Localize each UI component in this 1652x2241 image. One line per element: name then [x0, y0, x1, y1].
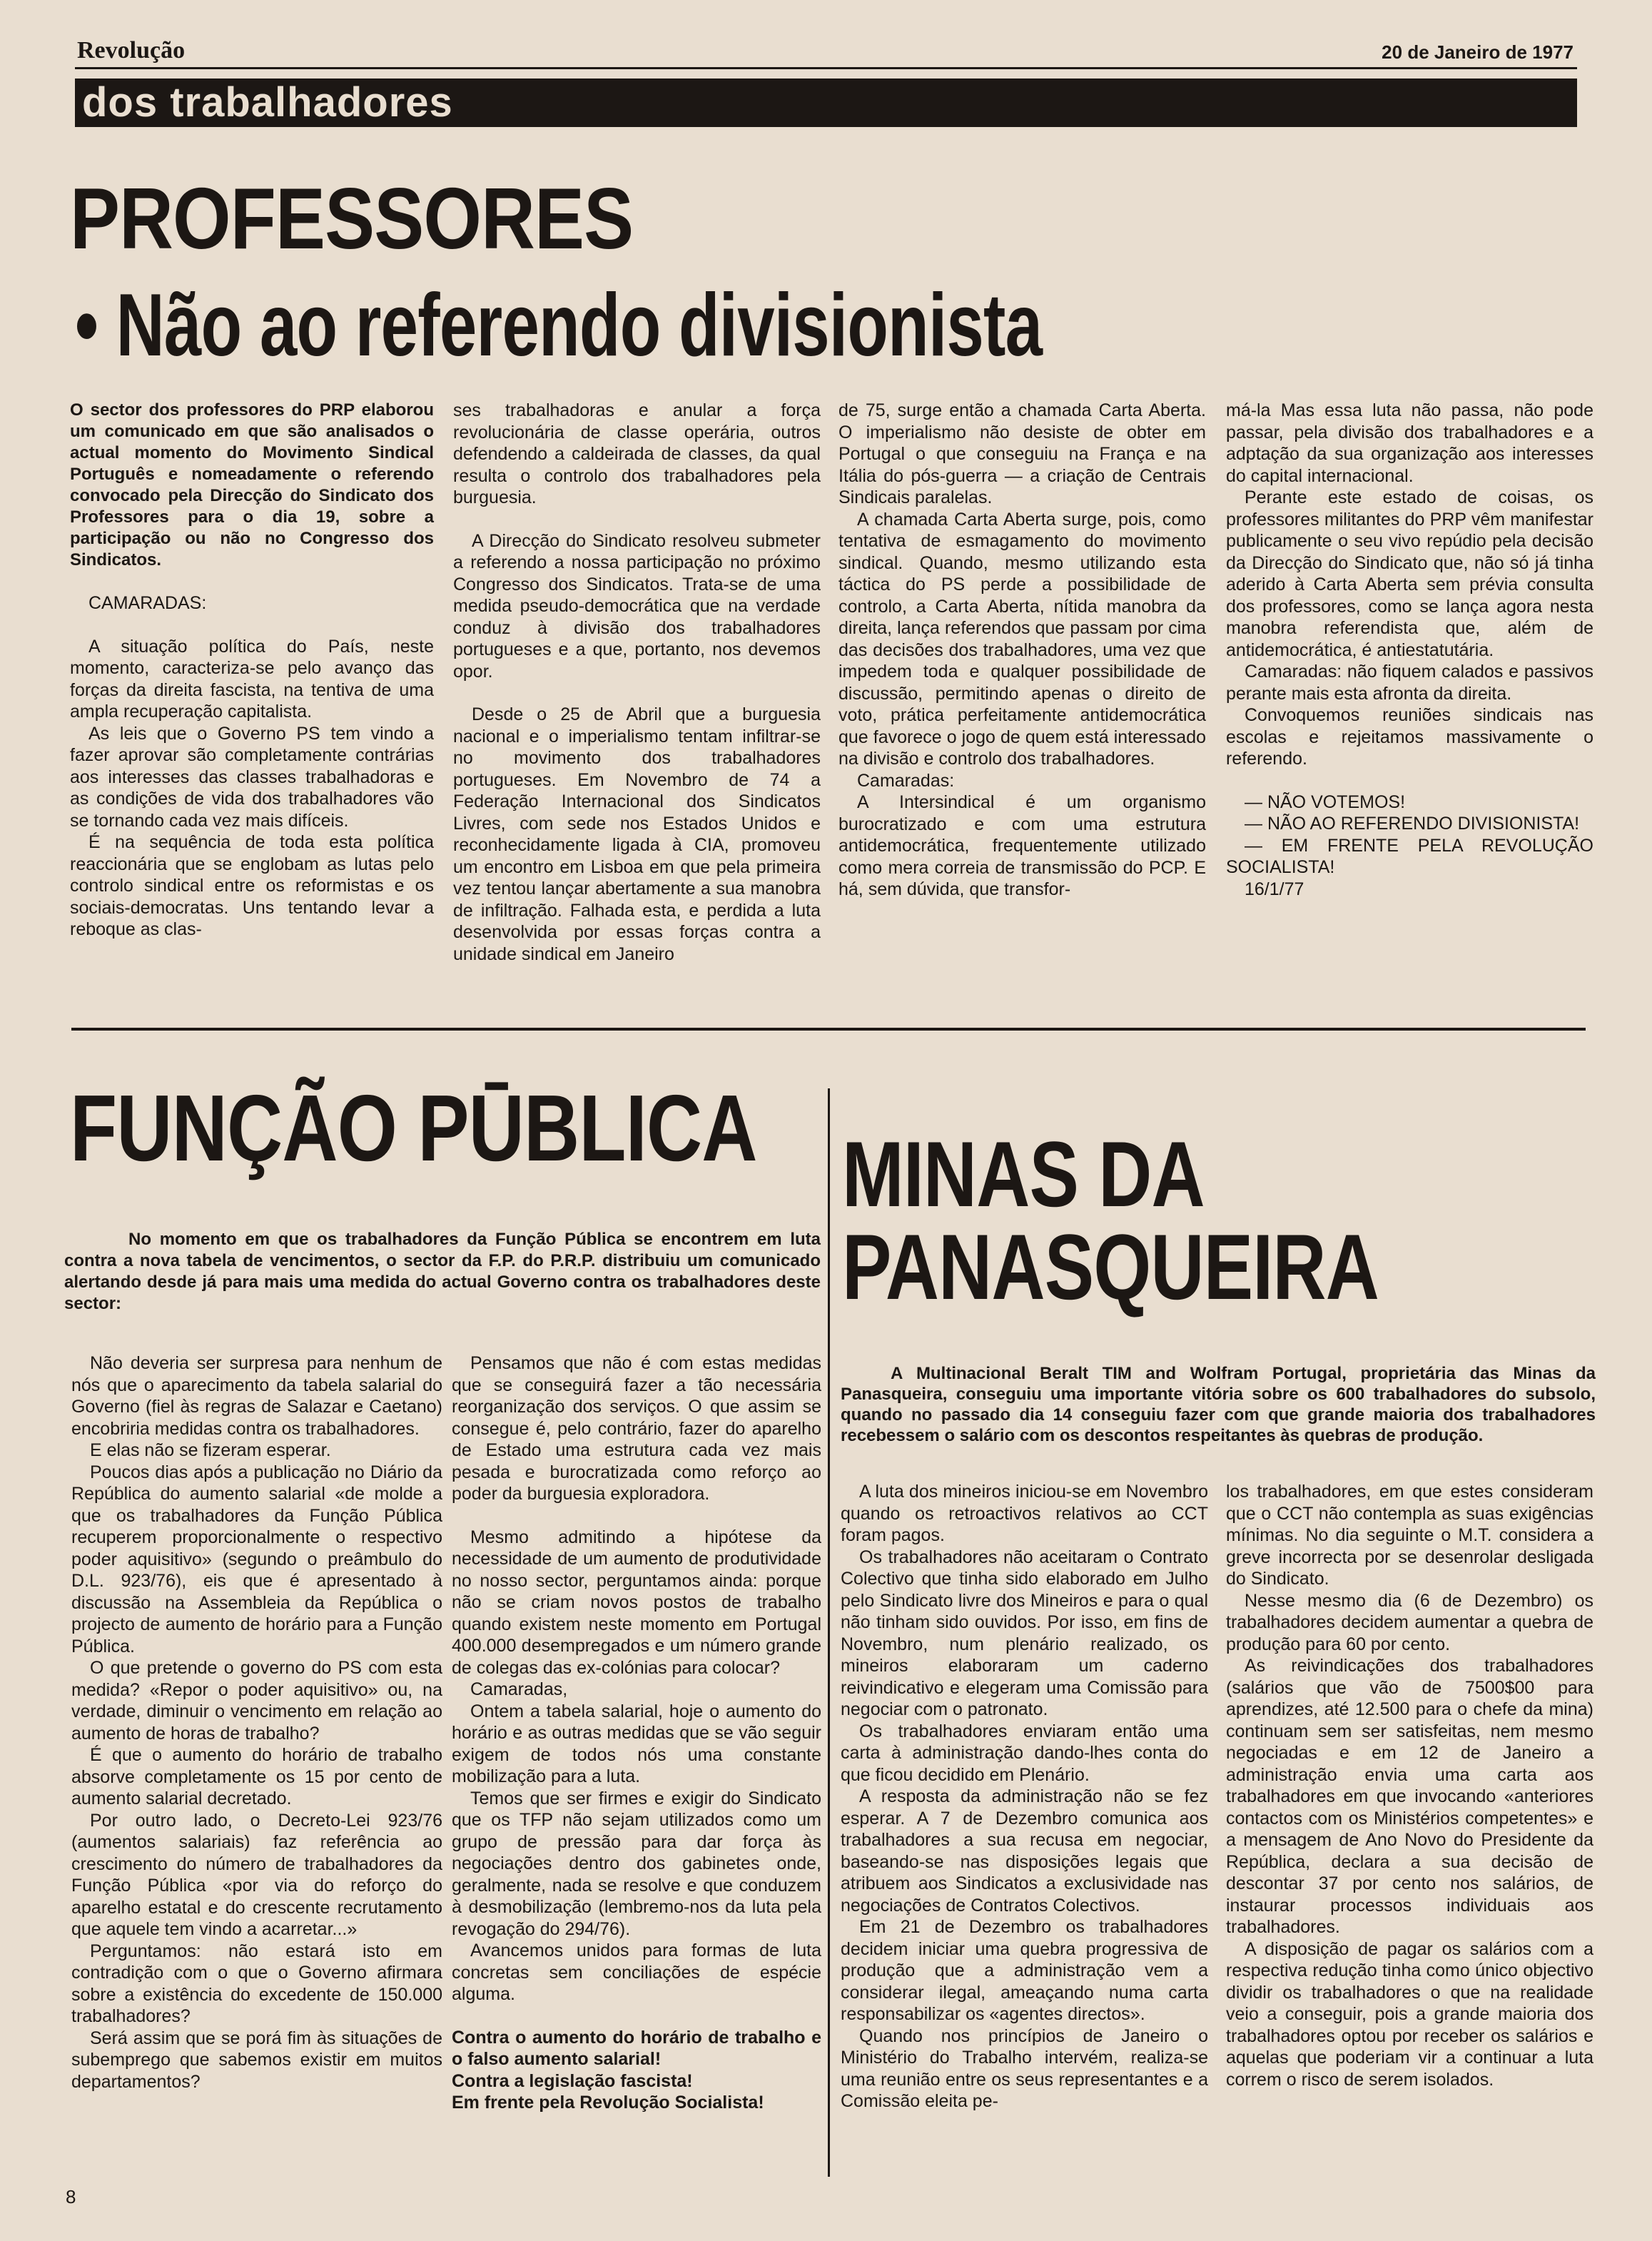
paragraph: Quando nos princípios de Janeiro o Ministério do Trabalho intervém, realiza-se uma reunião entre os seus representantes e a Comissão eleita pe- — [841, 2025, 1208, 2111]
paragraph: Convoquemos reuniões sindicais nas escolas e rejeitamos massivamente o referendo. — [1226, 705, 1593, 769]
paragraph: má-la Mas essa luta não passa, não pode passar, pela divisão dos trabalhadores e a adptação da sua organização aos interesses do capital internacional. — [1226, 400, 1593, 486]
masthead-title: Revolução — [77, 37, 186, 64]
professores-column-3 — [838, 400, 1206, 901]
paragraph: A Direcção do Sindicato resolveu submeter a referendo a nossa participação no próximo Congresso dos Sindicatos. Trata-se de uma medida pseudo-democrática que na verdade conduz à divisão dos trabalhadores portugueses e a que, portanto, nos devemos opor. — [453, 530, 821, 682]
slogan: Contra a legislação fascista! — [452, 2070, 693, 2091]
minas-column-1 — [841, 1481, 1208, 2113]
paragraph: As reivindicações dos trabalhadores (salários que vão de 7500$00 para aprendizes, até 12.500 para o chefe da mina) continuam sem ser satisfeitas, nem mesmo negociadas e em 12 de Janeiro a administração envia uma carta aos trabalhadores em que invocando «anteriores contactos com os Ministérios competentes» e a mensagem de Ano Novo do Presidente da República, declara a sua decisão de descontar 37 por cento nos salários, de instaurar processos individuais aos trabalhadores. — [1226, 1656, 1593, 1937]
paragraph: Temos que ser firmes e exigir do Sindicato que os TFP não sejam utilizados como um grupo de pressão para dar força às negociações dentro dos gabinetes onde, geralmente, nada se resolve e que conduzem à desmobilização (lembremo-nos da luta pela revogação do 294/76). — [452, 1788, 821, 1939]
paragraph: Avancemos unidos para formas de luta concretas sem conciliações de espécie alguma. — [452, 1941, 821, 2004]
paragraph: Os trabalhadores não aceitaram o Contrato Colectivo que tinha sido elaborado em Julho pelo Sindicato livre dos Mineiros e para o qual não tinham sido ouvidos. Por isso, em fins de Novembro, num plenário realizado, os mineiros elaboraram um caderno reivindicativo e elegeram uma Comissão para negociar com o patronato. — [841, 1547, 1208, 1719]
funcao-publica-column-1 — [71, 1352, 442, 2093]
paragraph: Camaradas: — [857, 770, 955, 791]
slogan: — NÃO AO REFERENDO DIVISIONISTA! — [1245, 814, 1580, 834]
page-number: 8 — [66, 2186, 76, 2207]
paragraph: Poucos dias após a publicação no Diário da República do aumento salarial «de molde a que os trabalhadores da Função Pública recuperem proporcionalmente o respectivo poder aquisitivo» (segundo o preâmbulo do D.L. 923/76), eis que é apresentado à discussão na Assembleia da República o projecto de aumento de horário para a Função Pública. — [71, 1462, 442, 1656]
column-divider — [828, 1088, 830, 2177]
paragraph: Camaradas, — [470, 1679, 568, 1699]
article-date: 16/1/77 — [1245, 879, 1304, 899]
professores-subheadline: • Não ao referendo divisionista — [75, 276, 1043, 375]
paragraph: A situação política do País, neste momento, caracteriza-se pelo avanço das forças da direita fascista, na tentiva de uma ampla recuperação capitalista. — [70, 636, 434, 722]
professores-column-2 — [453, 400, 821, 965]
funcao-publica-column-2 — [452, 1352, 821, 2114]
paragraph: É na sequência de toda esta política reaccionária que se englobam as lutas pelo controlo sindical entre os reformistas e os sociais-democratas. Uns tentando levar a reboque as clas- — [70, 832, 434, 939]
paragraph: Perguntamos: não estará isto em contradição com o que o Governo afirmara sobre a existência do excedente de 150.000 trabalhadores? — [71, 1941, 442, 2026]
paragraph: Em 21 de Dezembro os trabalhadores decidem iniciar uma quebra progressiva de produção que a administração vem a considerar ilegal, ameaçando numa carta responsabilizar os «agentes directos». — [841, 1917, 1208, 2024]
slogan: Em frente pela Revolução Socialista! — [452, 2093, 764, 2113]
paragraph: A chamada Carta Aberta surge, pois, como tentativa de esmagamento do movimento sindical. Quando, mesmo utilizando esta táctica do PS perde a possibilidade de controlo, a Carta Aberta, nítida manobra da direita, lança referendos que passam por cima das decisões dos trabalhadores, uma vez que impedem toda e qualquer possibilidade de discussão, permitindo apenas o direito de voto, prática perfeitamente antidemocrática que favorece o jogo de quem está interessado na divisão e controlo dos trabalhadores. — [838, 509, 1206, 769]
paragraph: Nesse mesmo dia (6 de Dezembro) os trabalhadores decidem aumentar a quebra de produção para 60 por cento. — [1226, 1590, 1593, 1654]
paragraph: los trabalhadores, em que estes consideram que o CCT não contempla as suas exigências mínimas. No dia seguinte o M.T. considera a greve incorrecta por se desenrolar desligada do Sindicato. — [1226, 1482, 1593, 1589]
paragraph: Por outro lado, o Decreto-Lei 923/76 (aumentos salariais) faz referência ao crescimento do número de trabalhadores da Função Pública «por via do reforço do aparelho estatal e do crescente recrutamento que aquele tem vindo a acarretar...» — [71, 1810, 442, 1939]
minas-column-2 — [1226, 1481, 1593, 2090]
masthead-date: 20 de Janeiro de 1977 — [1382, 41, 1574, 63]
paragraph: As leis que o Governo PS tem vindo a fazer aprovar são completamente contrárias aos interesses das classes trabalhadoras e as condições de vida dos trabalhadores vão se tornando cada vez mais difíceis. — [70, 723, 434, 831]
slogan: Contra o aumento do horário de trabalho e o falso aumento salarial! — [452, 2027, 821, 2069]
paragraph: Será assim que se porá fim às situações de subemprego que sabemos existir em muitos departamentos? — [71, 2028, 442, 2092]
paragraph: A disposição de pagar os salários com a respectiva redução tinha como único objectivo dividir os trabalhadores o que na realidade veio a conseguir, pois a grande maioria dos trabalhadores optou por receber os salários e aquelas que poderiam vir a continuar a luta correm o risco de serem isolados. — [1226, 1938, 1593, 2090]
professores-column-1 — [70, 400, 434, 941]
paragraph: de 75, surge então a chamada Carta Aberta. O imperialismo não desiste de obter em Portugal o que conseguiu na França e na Itália do pós-guerra — a criação de Centrais Sindicais paralelas. — [838, 400, 1206, 507]
paragraph: CAMARADAS: — [88, 593, 207, 613]
funcao-publica-headline: FUNÇÃO PŪBLICA — [70, 1076, 757, 1180]
paragraph: Ontem a tabela salarial, hoje o aumento do horário e as outras medidas que se vão seguir exigem de todos nós uma constante mobilização para a luta. — [452, 1701, 821, 1786]
paragraph: O que pretende o governo do PS com esta medida? «Repor o poder aquisitivo» ou, na verdade, diminuir o vencimento em relação ao aumento de horas de trabalho? — [71, 1658, 442, 1744]
paragraph: É que o aumento do horário de trabalho absorve completamente os 15 por cento de aumento salarial decretado. — [71, 1745, 442, 1809]
paragraph: A Intersindical é um organismo burocratizado e com uma estrutura antidemocrática, frequentemente utilizado como mera correia de transmissão do PCP. E há, sem dúvida, que transfor- — [838, 792, 1206, 899]
professores-column-4 — [1226, 400, 1593, 900]
masthead-rule — [75, 67, 1577, 69]
paragraph: A resposta da administração não se fez esperar. A 7 de Dezembro comunica aos trabalhadores a sua recusa em negociar, baseando-se nas disposições legais que atribuem aos Sindicatos a exclusividade nas negociações de Contratos Colectivos. — [841, 1786, 1208, 1916]
paragraph: ses trabalhadoras e anular a força revolucionária de classe operária, outros defendendo a caldeirada de classes, da qual resulta o controlo dos trabalhadores pela burguesia. — [453, 400, 821, 507]
paragraph: A luta dos mineiros iniciou-se em Novembro quando os retroactivos relativos ao CCT foram pagos. — [841, 1482, 1208, 1545]
paragraph: Camaradas: não fiquem calados e passivos perante mais esta afronta da direita. — [1226, 662, 1593, 704]
slogan: — EM FRENTE PELA REVOLUÇÃO SOCIALISTA! — [1226, 835, 1593, 877]
minas-lede: A Multinacional Beralt TIM and Wolfram Portugal, proprietária das Minas da Panasqueira, conseguiu uma importante vitória sobre os 600 trabalhadores do subsolo, quando no passado dia 14 conseguiu fazer com que grande maioria dos trabalhadores recebessem o salário com os descontos respeitantes às quebras de produção. — [841, 1364, 1596, 1445]
masthead-section-banner: dos trabalhadores — [75, 79, 1577, 127]
professores-headline: PROFESSORES — [70, 170, 634, 267]
professores-lede: O sector dos professores do PRP elaborou um comunicado em que são analisados o actual momento do Movimento Sindical Português e nomeadamente o referendo convocado pela Direcção do Sindicato dos Professores para o dia 19, sobre a participação ou não no Congresso dos Sindicatos. — [70, 400, 434, 570]
slogan: — NÃO VOTEMOS! — [1245, 791, 1406, 812]
paragraph: Mesmo admitindo a hipótese da necessidade de um aumento de produtividade no nosso sector, perguntamos ainda: porque não se criam novos postos de trabalho quando existem neste momento em Portugal 400.000 desempregados e um número grande de colegas das ex-colónias para colocar? — [452, 1527, 821, 1678]
minas-headline-line-1: MINAS DA — [842, 1122, 1205, 1226]
minas-headline-line-2: PANASQUEIRA — [842, 1215, 1379, 1319]
paragraph: Não deveria ser surpresa para nenhum de nós que o aparecimento da tabela salarial do Governo (fiel às regras de Salazar e Caetano) encobriria medidas contra os trabalhadores. — [71, 1353, 442, 1439]
paragraph: Pensamos que não é com estas medidas que se conseguirá fazer a tão necessária reorganização dos serviços. O que assim se consegue é, pelo contrário, fazer do aparelho de Estado uma estrutura cada vez mais pesada e burocratizada como reforço ao poder da burguesia exploradora. — [452, 1353, 821, 1504]
paragraph: Desde o 25 de Abril que a burguesia nacional e o imperialismo tentam infiltrar-se no movimento dos trabalhadores portugueses. Em Novembro de 74 a Federação Internacional dos Sindicatos Livres, com sede nos Estados Unidos e reconhecidamente ligada à CIA, promoveu um encontro em Lisboa em que pela primeira vez tentou lançar abertamente a sua manobra de infiltração. Falhada esta, e perdida a luta desenvolvida por essas forças contra a unidade sindical em Janeiro — [453, 704, 821, 964]
paragraph: E elas não se fizeram esperar. — [90, 1440, 331, 1460]
paragraph: Os trabalhadores enviaram então uma carta à administração dando-lhes conta do que ficou decidido em Plenário. — [841, 1721, 1208, 1785]
funcao-publica-lede: No momento em que os trabalhadores da Função Pública se encontrem em luta contra a nova tabela de vencimentos, o sector da F.P. do P.R.P. distribuiu um comunicado alertando desde já para mais uma medida do actual Governo contra os trabalhadores deste sector: — [64, 1230, 821, 1313]
section-divider — [71, 1028, 1586, 1031]
paragraph: Perante este estado de coisas, os professores militantes do PRP vêm manifestar publicamente o seu vivo repúdio pela decisão da Direcção do Sindicato que, não só já tinha aderido à Carta Aberta sem prévia consulta dos professores, como se lança agora nesta manobra referendista que, além de antidemocrática, é antiestatutária. — [1226, 487, 1593, 660]
